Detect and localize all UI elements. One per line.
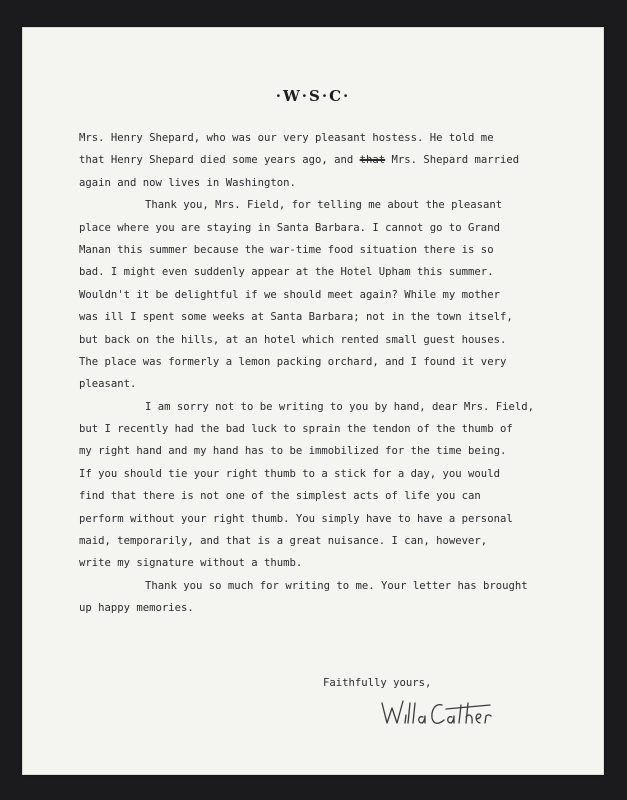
letter-line: bad. I might even suddenly appear at the Hotel Upham this summer. [79,266,494,279]
letter-page [22,27,604,775]
letter-line: find that there is not one of the simplest acts of life you can [79,490,481,503]
letter-line: place where you are staying in Santa Barbara. I cannot go to Grand [79,221,500,234]
letter-line: up happy memories. [79,602,194,615]
letter-line: pleasant. [79,378,137,391]
letter-line-with-strikeout [79,149,579,171]
letter-line: Manan this summer because the war-time food situation there is so [79,243,494,256]
letter-body [79,127,579,620]
struck-word: that [359,154,386,167]
letter-line: but back on the hills, at an hotel which rented small guest houses. [79,333,507,346]
paragraph-start-line: Thank you so much for writing to me. Your letter has brought [145,579,528,592]
letter-line: but I recently had the bad luck to sprain the tendon of the thumb of [79,423,513,436]
paragraph-start-line: I am sorry not to be writing to you by hand, dear Mrs. Field, [145,400,535,413]
paragraph-start-line: Thank you, Mrs. Field, for telling me about the pleasant [145,199,503,212]
letter-line: was ill I spent some weeks at Santa Barbara; not in the town itself, [79,311,513,324]
letterhead-monogram: ·W·S·C· [275,87,351,105]
letter-line: If you should tie your right thumb to a stick for a day, you would [79,467,500,480]
closing-salutation: Faithfully yours, [323,677,432,689]
letter-line-part: Mrs. Shepard married [385,154,520,167]
letter-line: Mrs. Henry Shepard, who was our very pleasant hostess. He told me [79,132,494,144]
letter-line: perform without your right thumb. You simply have to have a personal [79,512,513,525]
letter-line: The place was formerly a lemon packing orchard, and I found it very [79,355,507,368]
letter-line: again and now lives in Washington. [79,176,296,189]
letter-line-part: that Henry Shepard died some years ago, and [79,154,360,167]
handwritten-signature [378,693,518,733]
letter-line: write my signature without a thumb. [79,557,303,570]
letter-line: maid, temporarily, and that is a great nuisance. I can, however, [79,535,488,548]
letter-line: Wouldn't it be delightful if we should meet again? While my mother [79,288,500,301]
letter-line: my right hand and my hand has to be immobilized for the time being. [79,445,507,458]
